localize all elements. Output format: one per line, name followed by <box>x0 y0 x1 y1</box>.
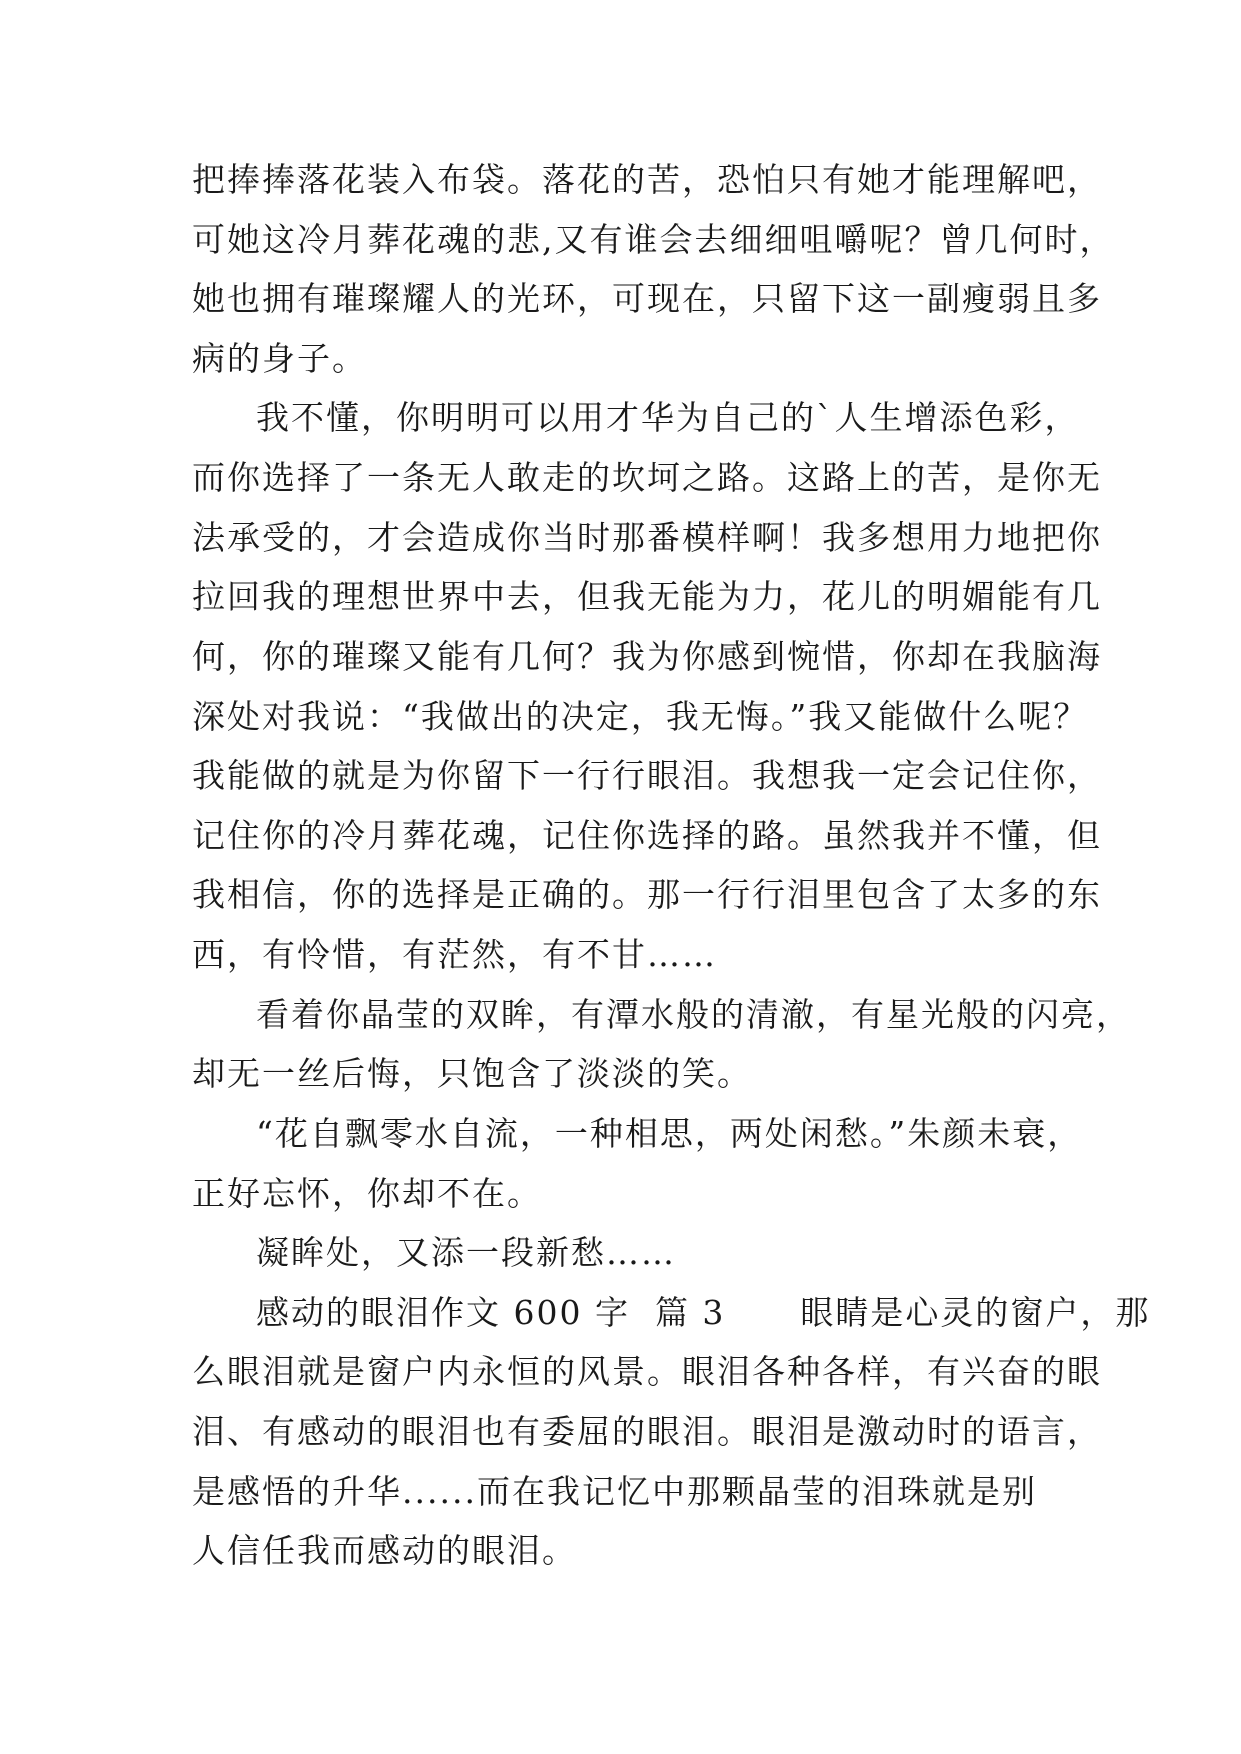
text-line: 么眼泪就是窗户内永恒的风景。眼泪各种各样，有兴奋的眼 <box>192 1352 1102 1391</box>
text-line: 人信任我而感动的眼泪。 <box>192 1531 577 1570</box>
text-line: 泪、有感动的眼泪也有委屈的眼泪。眼泪是激动时的语言， <box>192 1412 1102 1451</box>
text-line: 西，有怜惜，有茫然，有不甘…… <box>192 935 717 974</box>
text-line: 凝眸处，又添一段新愁…… <box>256 1233 676 1272</box>
text-line: 拉回我的理想世界中去，但我无能为力，花儿的明媚能有几 <box>192 577 1102 616</box>
text-line: 她也拥有璀璨耀人的光环，可现在，只留下这一副瘦弱且多 <box>192 279 1102 318</box>
text-line: 深处对我说：“我做出的决定，我无悔。”我又能做什么呢？ <box>192 697 1089 736</box>
text-line: 我相信，你的选择是正确的。那一行行泪里包含了太多的东 <box>192 875 1102 914</box>
text-line: 记住你的冷月葬花魂，记住你选择的路。虽然我并不懂，但 <box>192 816 1102 855</box>
text-line: 看着你晶莹的双眸，有潭水般的清澈，有星光般的闪亮， <box>256 995 1131 1034</box>
text-line: 可她这冷月葬花魂的悲,又有谁会去细细咀嚼呢？曾几何时， <box>192 220 1115 259</box>
text-line: 我不懂，你明明可以用才华为自己的`人生增添色彩， <box>256 398 1080 437</box>
text-line: 病的身子。 <box>192 339 367 378</box>
text-line: 我能做的就是为你留下一行行眼泪。我想我一定会记住你， <box>192 756 1102 795</box>
text-line: 却无一丝后悔，只饱含了淡淡的笑。 <box>192 1054 752 1093</box>
text-line: 把捧捧落花装入布袋。落花的苦，恐怕只有她才能理解吧， <box>192 160 1102 199</box>
text-line: 何，你的璀璨又能有几何？我为你感到惋惜，你却在我脑海 <box>192 637 1102 676</box>
text-line: 正好忘怀，你却不在。 <box>192 1174 542 1213</box>
text-line: 感动的眼泪作文 600 字 篇 3 眼睛是心灵的窗户，那 <box>256 1293 1151 1332</box>
text-line: 法承受的，才会造成你当时那番模样啊！我多想用力地把你 <box>192 518 1102 557</box>
text-line: 是感悟的升华......而在我记忆中那颗晶莹的泪珠就是别 <box>192 1472 1037 1511</box>
text-line: 而你选择了一条无人敢走的坎坷之路。这路上的苦，是你无 <box>192 458 1102 497</box>
text-line: “花自飘零水自流，一种相思，两处闲愁。”朱颜未衰， <box>256 1114 1083 1153</box>
